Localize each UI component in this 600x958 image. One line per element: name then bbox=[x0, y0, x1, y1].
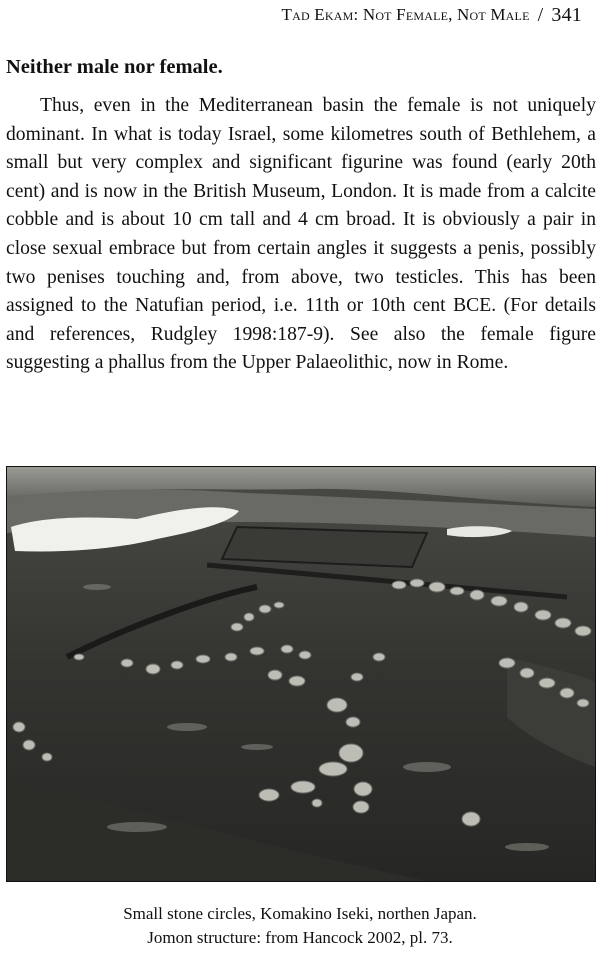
body-paragraph: Thus, even in the Mediterranean basin the female is not uniquely dominant. In what is today Israel, some kilometres south of Bethlehem, a small but very complex and significant figurine was found (early 20th cent) and is now in the British Museum, London. It is made from a calcite cobble and is about 10 cm tall and 4 cm broad. It is obviously a pair in close sexual embrace but from certain angles it suggests a penis, possibly two penises touching and, from above, two testicles. This has been assigned to the Natufian period, i.e. 11th or 10th cent BCE. (For details and references, Rudgley 1998:187-9). See also the female figure suggesting a phallus from the Upper Palaeolithic, now in Rome. bbox=[6, 95, 596, 374]
section-heading: Neither male nor female. bbox=[6, 56, 223, 78]
header-separator: / bbox=[537, 3, 544, 26]
caption-line-2: Jomon structure: from Hancock 2002, pl. 73. bbox=[147, 928, 453, 947]
running-title: Tad Ekam: Not Female, Not Male bbox=[281, 5, 530, 24]
excavation-photo bbox=[6, 466, 596, 882]
caption-line-1: Small stone circles, Komakino Iseki, northen Japan. bbox=[123, 904, 477, 923]
excavation-photo-drawing bbox=[7, 467, 595, 881]
page-number: 341 bbox=[551, 3, 582, 26]
figure-caption bbox=[0, 902, 600, 950]
running-header bbox=[282, 0, 582, 30]
